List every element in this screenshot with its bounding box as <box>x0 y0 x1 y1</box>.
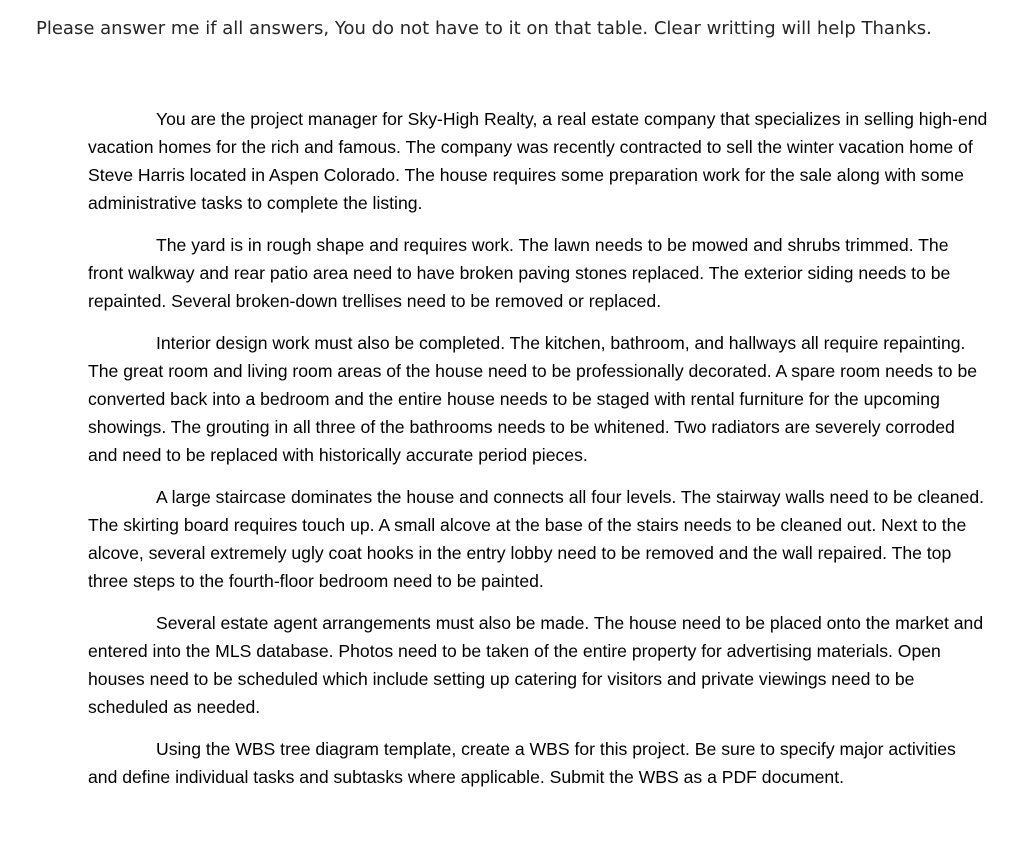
question-header: Please answer me if all answers, You do not have to it on that table. Clear writting will help Thanks. <box>36 18 932 39</box>
paragraph-estate-agent: Several estate agent arrangements must also be made. The house need to be placed onto the market and entered into the MLS database. Photos need to be taken of the entire property for advertising materials. Open houses need to be scheduled which include setting up catering for visitors and private viewings need to be scheduled as needed. <box>88 613 984 717</box>
paragraph-intro: You are the project manager for Sky-High Realty, a real estate company that specializes in selling high-end vacation homes for the rich and famous. The company was recently contracted to sell the winter vacation home of Steve Harris located in Aspen Colorado. The house requires some preparation work for the sale along with some administrative tasks to complete the listing. <box>88 109 988 213</box>
paragraph-interior: Interior design work must also be completed. The kitchen, bathroom, and hallways all require repainting. The great room and living room areas of the house need to be professionally decorated. A spare room needs to be converted back into a bedroom and the entire house needs to be staged with rental furniture for the upcoming showings. The grouting in all three of the bathrooms needs to be whitened. Two radiators are severely corroded and need to be replaced with historically accurate period pieces. <box>88 333 978 465</box>
paragraph-staircase: A large staircase dominates the house and connects all four levels. The stairway walls need to be cleaned. The skirting board requires touch up. A small alcove at the base of the stairs needs to be cleaned out. Next to the alcove, several extremely ugly coat hooks in the entry lobby need to be removed and the wall repaired. The top three steps to the fourth-floor bedroom need to be painted. <box>88 487 985 591</box>
paragraph-yard: The yard is in rough shape and requires work. The lawn needs to be mowed and shrubs trimmed. The front walkway and rear patio area need to have broken paving stones replaced. The exterior siding needs to be repainted. Several broken-down trellises need to be removed or replaced. <box>88 235 951 311</box>
document-body <box>88 105 988 805</box>
paragraph-instructions: Using the WBS tree diagram template, create a WBS for this project. Be sure to specify major activities and define individual tasks and subtasks where applicable. Submit the WBS as a PDF document. <box>88 739 956 787</box>
